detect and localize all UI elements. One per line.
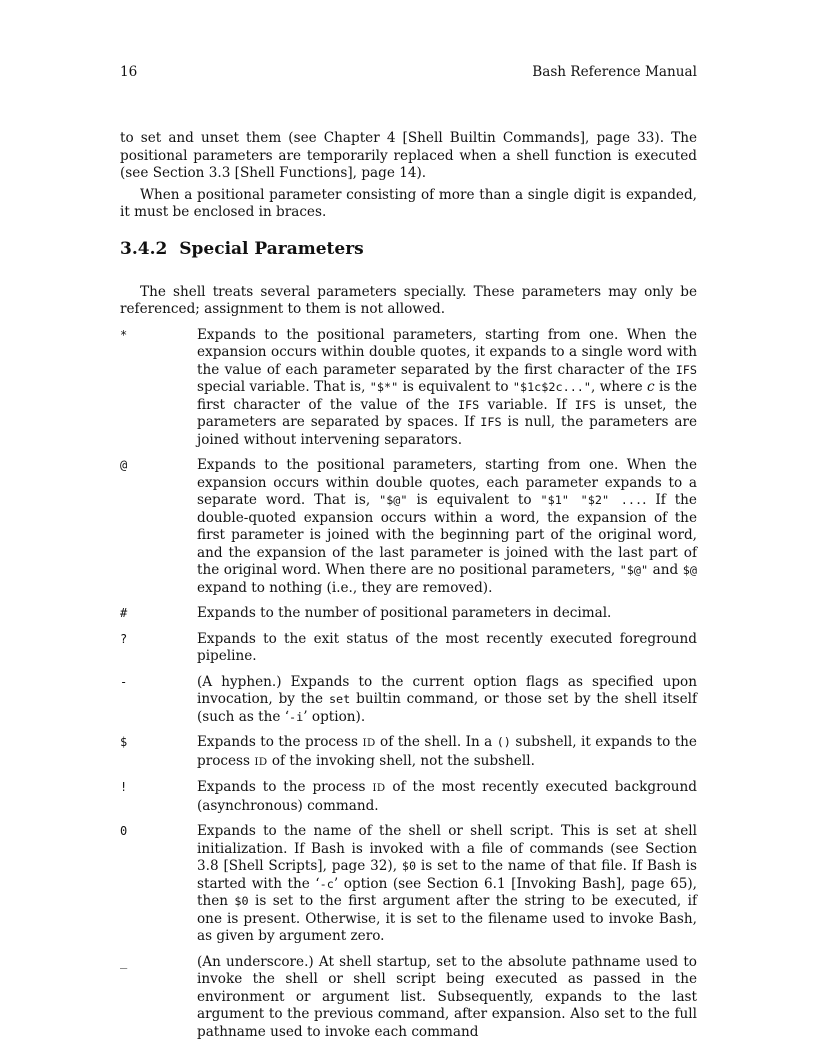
param-description: Expands to the positional parameters, starting from one. When the expansion occurs within double quotes, it expands to a single word with the value of each parameter separated by the first character of the IFS special variable. That is, "$*" is equivalent to "$1c$2c...", where c is the first character of the value of the IFS variable. If IFS is unset, the parameters are separated by spaces. If IFS is null, the parameters are joined without intervening separators. [197,326,697,448]
param-entry-bang [120,779,697,815]
param-term: ? [120,631,128,646]
param-term: - [120,674,128,689]
param-entry-underscore [120,954,697,1042]
param-entry-at [120,457,697,597]
special-parameter-list [120,327,697,1042]
param-term: ! [120,780,128,794]
param-entry-zero [120,823,697,946]
intro-paragraph-2: When a positional parameter consisting of more than a single digit is expanded, it must be enclosed in braces. [120,186,697,220]
param-entry-dollar [120,734,697,771]
param-term: * [120,327,128,342]
intro-paragraph-1: to set and unset them (see Chapter 4 [Shell Builtin Commands], page 33). The positional parameters are temporarily replaced when a shell function is executed (see Section 3.3 [Shell Functions], page 14). [120,130,697,181]
param-entry-star [120,327,697,450]
section-lead-paragraph: The shell treats several parameters specially. These parameters may only be referenced; assignment to them is not allowed. [120,283,697,317]
page-body [120,130,697,1041]
book-title: Bash Reference Manual [532,64,697,80]
param-description: Expands to the process ID of the most recently executed background (asynchronous) command. [197,779,697,814]
section-heading [120,238,697,260]
param-term: $ [120,735,128,749]
param-term: 0 [120,824,128,838]
running-header [120,64,697,81]
param-entry-hyphen [120,674,697,727]
param-term: # [120,606,128,620]
section-number: 3.4.2 [120,238,168,259]
param-description: Expands to the positional parameters, starting from one. When the expansion occurs within double quotes, each parameter expands to a separate word. That is, "$@" is equivalent to "$1" "$2" .... If the double-quoted expansion occurs within a word, the expansion of the first parameter is joined with the beginning part of the original word, and the expansion of the last parameter is joined with the last part of the original word. When there are no positional parameters, "$@" and $@ expand to nothing (i.e., they are removed). [197,457,697,596]
param-term: @ [120,458,128,472]
param-description: (An underscore.) At shell startup, set to the absolute pathname used to invoke the shell or shell script being executed as passed in the environment or argument list. Subsequently, expands to the last argument to the previous command, after expansion. Also set to the full pathname used to invoke each command [197,953,697,1040]
param-description: Expands to the exit status of the most recently executed foreground pipeline. [197,630,697,664]
section-title: Special Parameters [179,238,364,259]
param-entry-hash [120,605,697,623]
param-description: Expands to the process ID of the shell. In a () subshell, it expands to the process ID of the invoking shell, not the subshell. [197,734,697,769]
param-entry-question [120,631,697,666]
page-number: 16 [120,64,138,80]
param-description: (A hyphen.) Expands to the current option flags as specified upon invocation, by the set builtin command, or those set by the shell itself (such as the ‘-i’ option). [197,673,697,725]
param-description: Expands to the name of the shell or shell script. This is set at shell initialization. If Bash is invoked with a file of commands (see Section 3.8 [Shell Scripts], page 32), $0 is set to the name of that file. If Bash is started with the ‘-c’ option (see Section 6.1 [Invoking Bash], page 65), then $0 is set to the first argument after the string to be executed, if one is present. Otherwise, it is set to the filename used to invoke Bash, as given by argument zero. [197,823,697,944]
param-term: _ [120,954,128,969]
param-description: Expands to the number of positional parameters in decimal. [197,605,612,621]
